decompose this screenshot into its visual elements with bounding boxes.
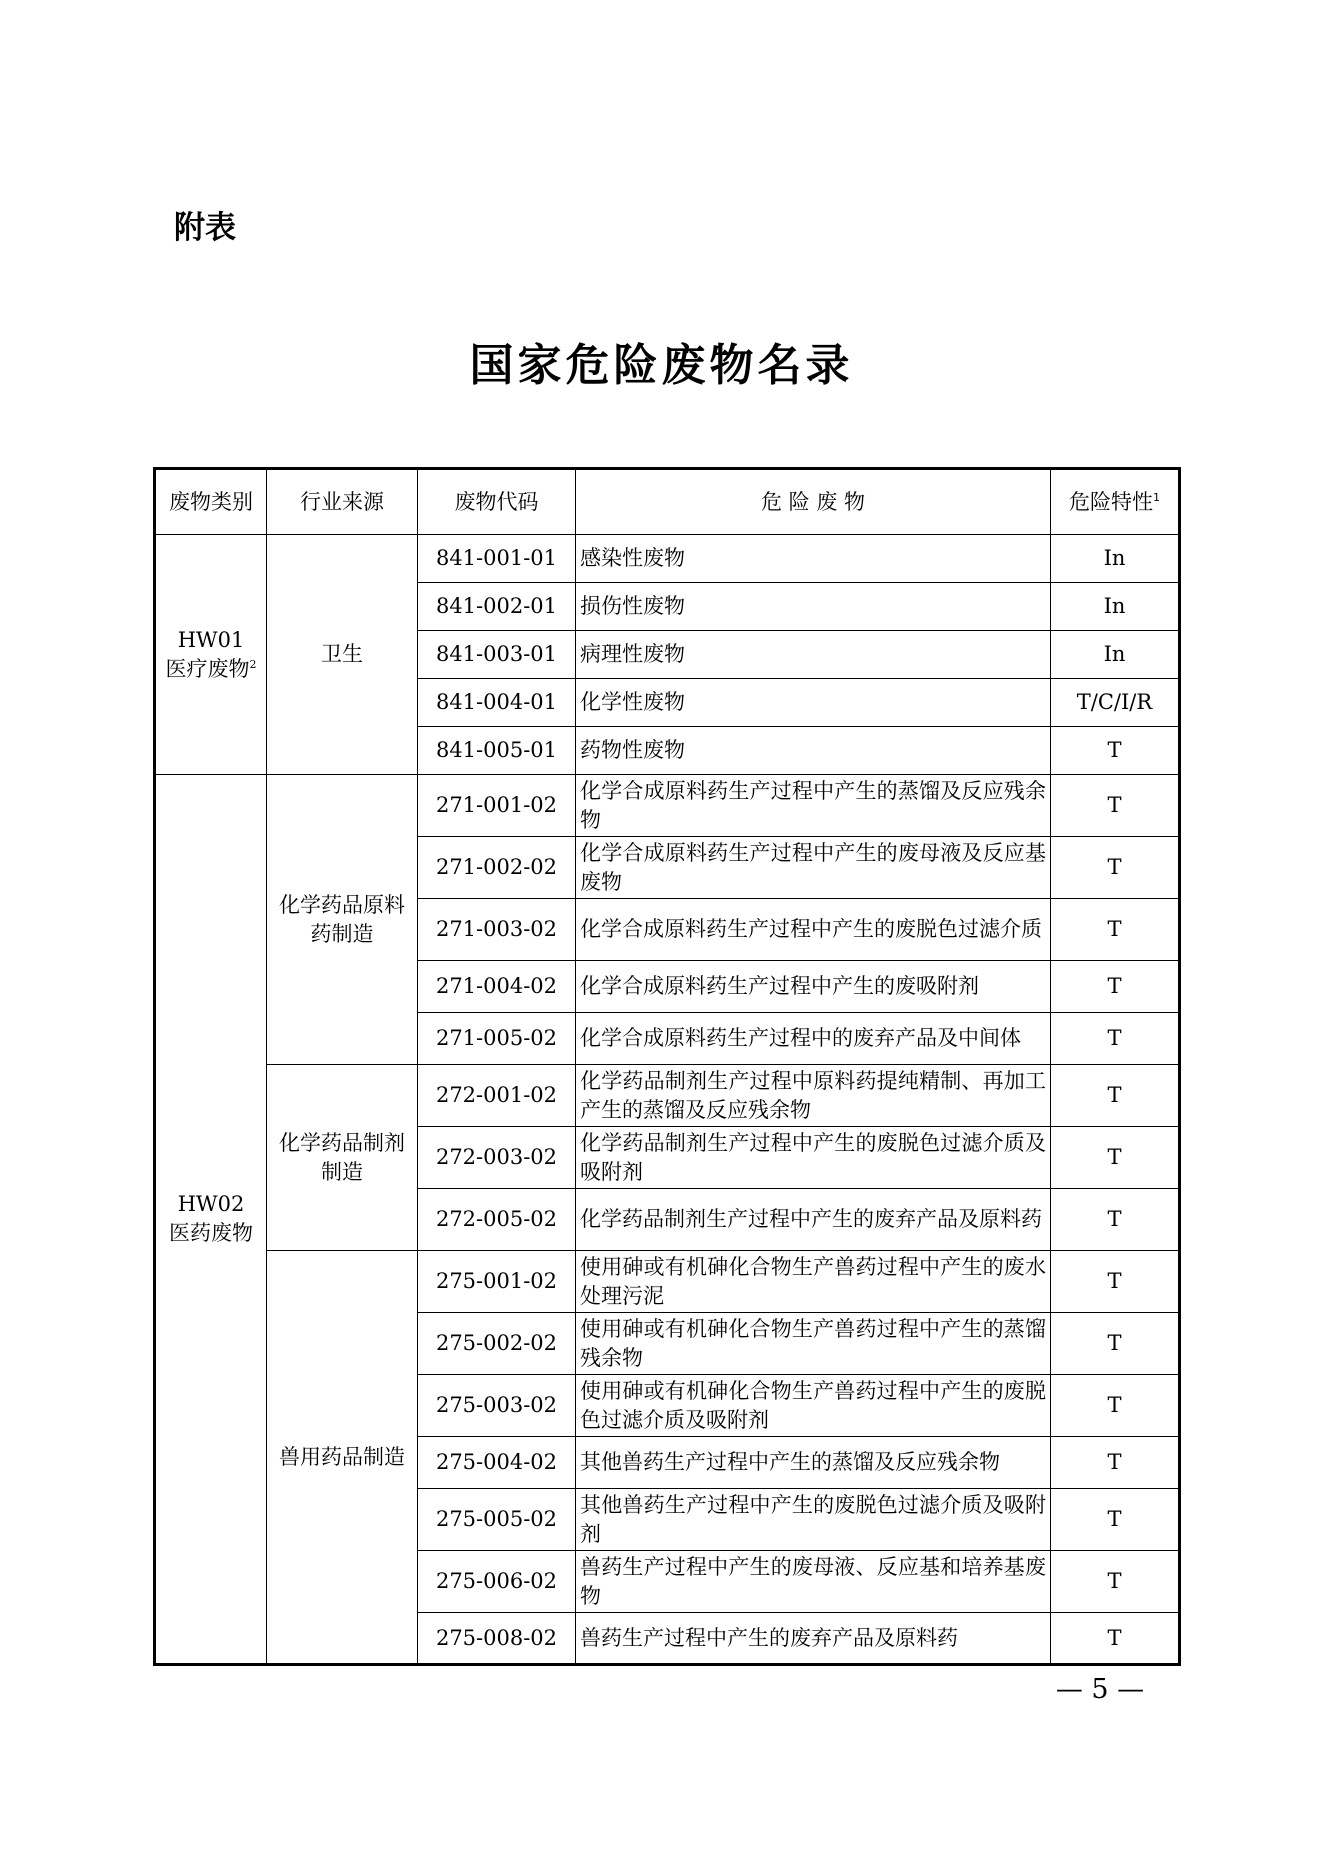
hazard-cell: T [1051, 899, 1180, 961]
category-name-wrap [160, 1219, 262, 1248]
waste-description-cell: 损伤性废物 [576, 583, 1051, 631]
waste-description-cell: 其他兽药生产过程中产生的废脱色过滤介质及吸附剂 [576, 1489, 1051, 1551]
hazard-cell: T [1051, 1437, 1180, 1489]
hazard-cell: T/C/I/R [1051, 679, 1180, 727]
waste-code-cell: 272-001-02 [418, 1065, 576, 1127]
waste-code-cell: 841-001-01 [418, 535, 576, 583]
waste-description-cell: 药物性废物 [576, 727, 1051, 775]
waste-code-cell: 272-005-02 [418, 1189, 576, 1251]
hazardous-waste-table [153, 467, 1181, 1666]
hazard-cell: T [1051, 775, 1180, 837]
waste-description-cell: 化学合成原料药生产过程中的废弃产品及中间体 [576, 1013, 1051, 1065]
hazard-cell: T [1051, 1489, 1180, 1551]
hazard-cell: T [1051, 1313, 1180, 1375]
document-title: 国家危险废物名录 [469, 340, 854, 391]
table-row [155, 1065, 1180, 1127]
table-row [155, 1251, 1180, 1313]
table-row [155, 535, 1180, 583]
table-header-row [155, 469, 1180, 535]
waste-code-cell: 271-004-02 [418, 961, 576, 1013]
waste-description-cell: 化学性废物 [576, 679, 1051, 727]
hazard-cell: T [1051, 1065, 1180, 1127]
industry-cell: 化学药品制剂制造 [267, 1065, 418, 1251]
waste-description-cell: 使用砷或有机砷化合物生产兽药过程中产生的蒸馏残余物 [576, 1313, 1051, 1375]
waste-code-cell: 841-003-01 [418, 631, 576, 679]
waste-description-cell: 感染性废物 [576, 535, 1051, 583]
category-name: 医疗废物 [165, 656, 250, 681]
header-hazard-label: 危险特性 [1069, 489, 1153, 514]
waste-description-cell: 化学药品制剂生产过程中原料药提纯精制、再加工产生的蒸馏及反应残余物 [576, 1065, 1051, 1127]
waste-code-cell: 841-004-01 [418, 679, 576, 727]
waste-code-cell: 275-003-02 [418, 1375, 576, 1437]
waste-description-cell: 其他兽药生产过程中产生的蒸馏及反应残余物 [576, 1437, 1051, 1489]
hazard-cell: T [1051, 961, 1180, 1013]
waste-code-cell: 841-002-01 [418, 583, 576, 631]
hazard-cell: T [1051, 837, 1180, 899]
category-cell [155, 535, 267, 775]
waste-description-cell: 使用砷或有机砷化合物生产兽药过程中产生的废脱色过滤介质及吸附剂 [576, 1375, 1051, 1437]
hazard-cell: T [1051, 1251, 1180, 1313]
header-code: 废物代码 [418, 469, 576, 535]
hazard-cell: T [1051, 1013, 1180, 1065]
waste-code-cell: 275-002-02 [418, 1313, 576, 1375]
industry-cell: 兽用药品制造 [267, 1251, 418, 1665]
waste-description-cell: 化学合成原料药生产过程中产生的蒸馏及反应残余物 [576, 775, 1051, 837]
category-code: HW02 [177, 1192, 245, 1216]
hazard-cell: T [1051, 1189, 1180, 1251]
waste-code-cell: 275-006-02 [418, 1551, 576, 1613]
header-industry: 行业来源 [267, 469, 418, 535]
page-number: — 5 — [1055, 1674, 1145, 1705]
header-hazard-note: 1 [1153, 490, 1160, 504]
hazard-cell: T [1051, 1551, 1180, 1613]
table-row [155, 775, 1180, 837]
waste-description-cell: 化学合成原料药生产过程中产生的废脱色过滤介质 [576, 899, 1051, 961]
waste-description-cell: 病理性废物 [576, 631, 1051, 679]
industry-cell: 卫生 [267, 535, 418, 775]
hazard-cell: T [1051, 1613, 1180, 1665]
category-code: HW01 [177, 627, 245, 652]
header-category: 废物类别 [155, 469, 267, 535]
waste-description-cell: 兽药生产过程中产生的废母液、反应基和培养基废物 [576, 1551, 1051, 1613]
waste-code-cell: 272-003-02 [418, 1127, 576, 1189]
header-waste: 危 险 废 物 [576, 469, 1051, 535]
hazard-cell: T [1051, 1375, 1180, 1437]
waste-code-cell: 271-002-02 [418, 837, 576, 899]
waste-description-cell: 使用砷或有机砷化合物生产兽药过程中产生的废水处理污泥 [576, 1251, 1051, 1313]
waste-code-cell: 275-001-02 [418, 1251, 576, 1313]
category-name-wrap [160, 655, 262, 684]
waste-description-cell: 化学合成原料药生产过程中产生的废吸附剂 [576, 961, 1051, 1013]
industry-cell: 化学药品原料药制造 [267, 775, 418, 1065]
hazard-cell: T [1051, 1127, 1180, 1189]
category-name: 医药废物 [169, 1221, 253, 1245]
hazard-cell: In [1051, 535, 1180, 583]
waste-code-cell: 271-003-02 [418, 899, 576, 961]
waste-code-cell: 275-008-02 [418, 1613, 576, 1665]
hazard-cell: T [1051, 727, 1180, 775]
waste-code-cell: 841-005-01 [418, 727, 576, 775]
waste-description-cell: 化学合成原料药生产过程中产生的废母液及反应基废物 [576, 837, 1051, 899]
waste-code-cell: 275-004-02 [418, 1437, 576, 1489]
waste-description-cell: 兽药生产过程中产生的废弃产品及原料药 [576, 1613, 1051, 1665]
waste-code-cell: 275-005-02 [418, 1489, 576, 1551]
waste-description-cell: 化学药品制剂生产过程中产生的废脱色过滤介质及吸附剂 [576, 1127, 1051, 1189]
hazard-cell: In [1051, 583, 1180, 631]
waste-code-cell: 271-001-02 [418, 775, 576, 837]
waste-code-cell: 271-005-02 [418, 1013, 576, 1065]
table-body [155, 535, 1180, 1665]
category-cell [155, 775, 267, 1665]
appendix-label: 附表 [174, 210, 236, 246]
hazard-cell: In [1051, 631, 1180, 679]
header-hazard [1051, 469, 1180, 535]
waste-description-cell: 化学药品制剂生产过程中产生的废弃产品及原料药 [576, 1189, 1051, 1251]
category-note: 2 [249, 657, 257, 671]
